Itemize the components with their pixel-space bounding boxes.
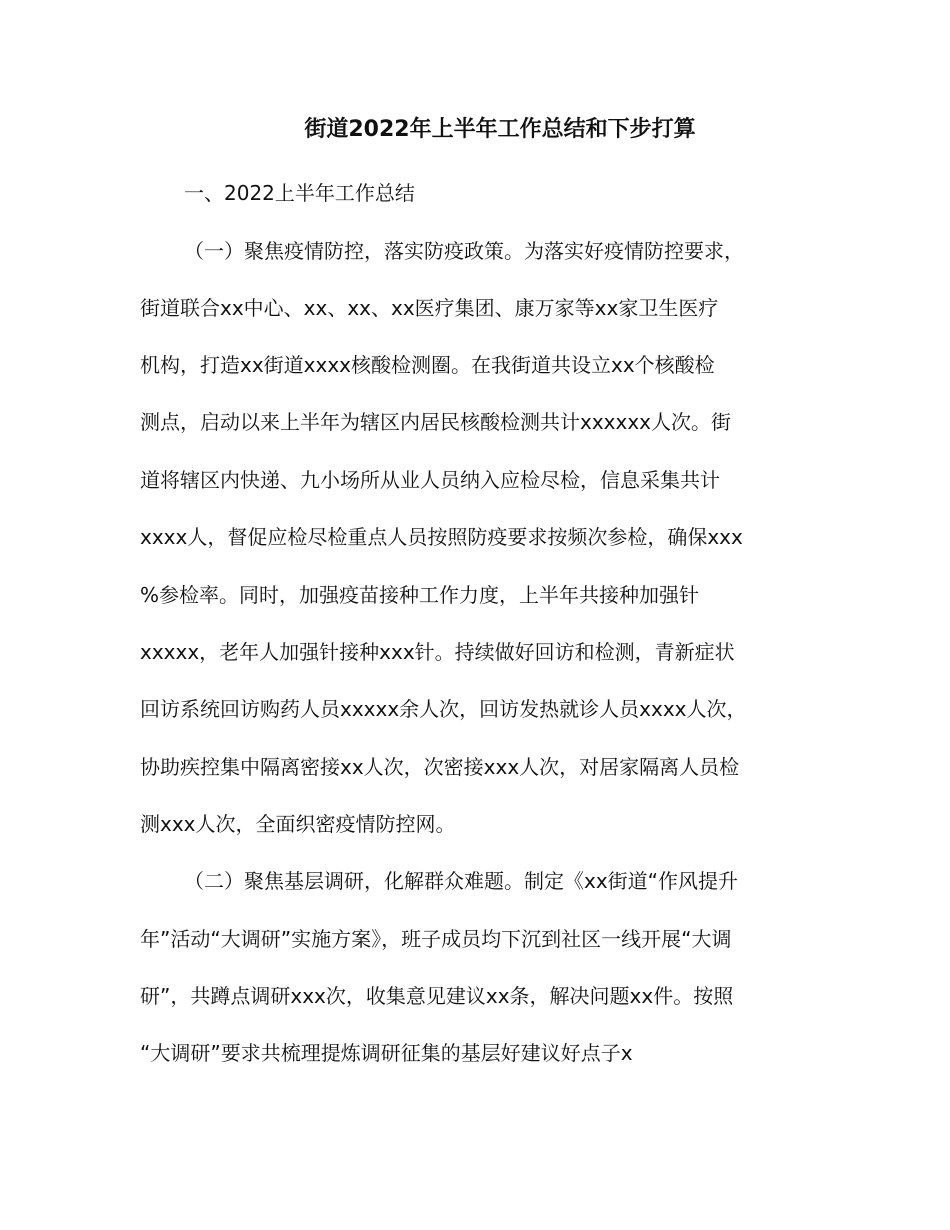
paragraph-line: （一）聚焦疫情防控，落实防疫政策。为落实好疫情防控要求， bbox=[184, 239, 744, 263]
paragraph-line: 街道联合xx中心、xx、xx、xx医疗集团、康万家等xx家卫生医疗 bbox=[140, 296, 719, 320]
paragraph-line: 回访系统回访购药人员xxxxx余人次，回访发热就诊人员xxxx人次， bbox=[140, 697, 747, 721]
paragraph-line: xxxxx，老年人加强针接种xxx针。持续做好回访和检测，青新症状 bbox=[140, 640, 735, 664]
paragraph-line: “大调研”要求共梳理提炼调研征集的基层好建议好点子x bbox=[140, 1041, 633, 1065]
paragraph-line: 测xxx人次，全面织密疫情防控网。 bbox=[140, 812, 456, 836]
paragraph-line: 机构，打造xx街道xxxx核酸检测圈。在我街道共设立xx个核酸检 bbox=[140, 353, 715, 377]
paragraph-line: 道将辖区内快递、九小场所从业人员纳入应检尽检，信息采集共计 bbox=[140, 468, 720, 492]
section-heading: 一、2022上半年工作总结 bbox=[184, 181, 415, 205]
paragraph-line: 协助疾控集中隔离密接xx人次，次密接xxx人次，对居家隔离人员检 bbox=[140, 755, 740, 779]
paragraph-line: （二）聚焦基层调研，化解群众难题。制定《xx街道“作风提升 bbox=[184, 869, 739, 893]
document-title: 街道2022年上半年工作总结和下步打算 bbox=[304, 117, 696, 142]
paragraph-line: xxxx人，督促应检尽检重点人员按照防疫要求按频次参检，确保xxx bbox=[140, 525, 743, 549]
paragraph-line: 研”，共蹲点调研xxx次，收集意见建议xx条，解决问题xx件。按照 bbox=[140, 984, 734, 1008]
paragraph-line: 测点，启动以来上半年为辖区内居民核酸检测共计xxxxxx人次。街 bbox=[140, 410, 732, 434]
paragraph-line: %参检率。同时，加强疫苗接种工作力度，上半年共接种加强针 bbox=[140, 583, 700, 607]
paragraph-line: 年”活动“大调研”实施方案》，班子成员均下沉到社区一线开展“大调 bbox=[140, 927, 732, 951]
